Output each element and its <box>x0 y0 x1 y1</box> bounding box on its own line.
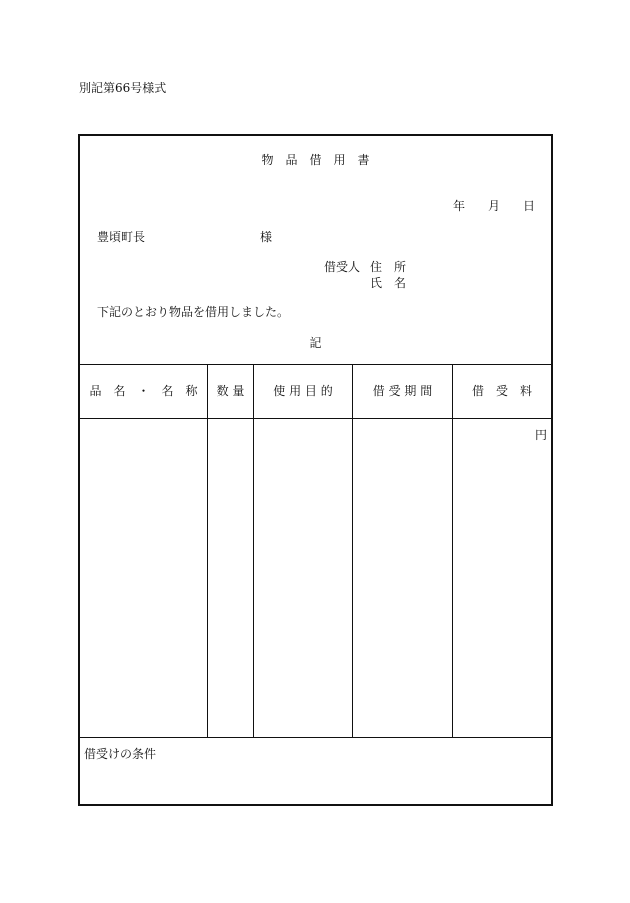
header-bottom-line <box>80 418 551 419</box>
column-divider-4 <box>452 364 453 738</box>
header-purpose: 使 用 目 的 <box>273 384 333 398</box>
header-period: 借 受 期 間 <box>372 384 433 398</box>
fee-unit: 円 <box>535 428 548 442</box>
conditions-label: 借受けの条件 <box>84 747 157 761</box>
addressee-honorific: 様 <box>260 230 273 244</box>
date-day-label: 日 <box>523 199 536 213</box>
record-label: 記 <box>309 336 322 350</box>
borrower-label: 借受人 <box>324 260 361 274</box>
table-top-line <box>80 364 551 365</box>
borrower-address-label: 住 所 <box>370 260 407 274</box>
date-month-label: 月 <box>488 199 501 213</box>
header-fee: 借 受 料 <box>471 384 532 398</box>
column-divider-1 <box>207 364 208 738</box>
form-number: 別記第66号様式 <box>79 81 167 95</box>
form-frame <box>78 134 553 806</box>
addressee-name: 豊頃町長 <box>97 230 146 244</box>
header-quantity: 数 量 <box>216 384 245 398</box>
form-title: 物 品 借 用 書 <box>261 153 370 167</box>
column-divider-3 <box>352 364 353 738</box>
date-year-label: 年 <box>453 199 466 213</box>
column-divider-2 <box>253 364 254 738</box>
statement-text: 下記のとおり物品を借用しました。 <box>97 305 290 319</box>
header-item-name: 品 名 ・ 名 称 <box>89 384 198 398</box>
table-bottom-line <box>80 737 551 738</box>
borrower-name-label: 氏 名 <box>370 276 407 290</box>
